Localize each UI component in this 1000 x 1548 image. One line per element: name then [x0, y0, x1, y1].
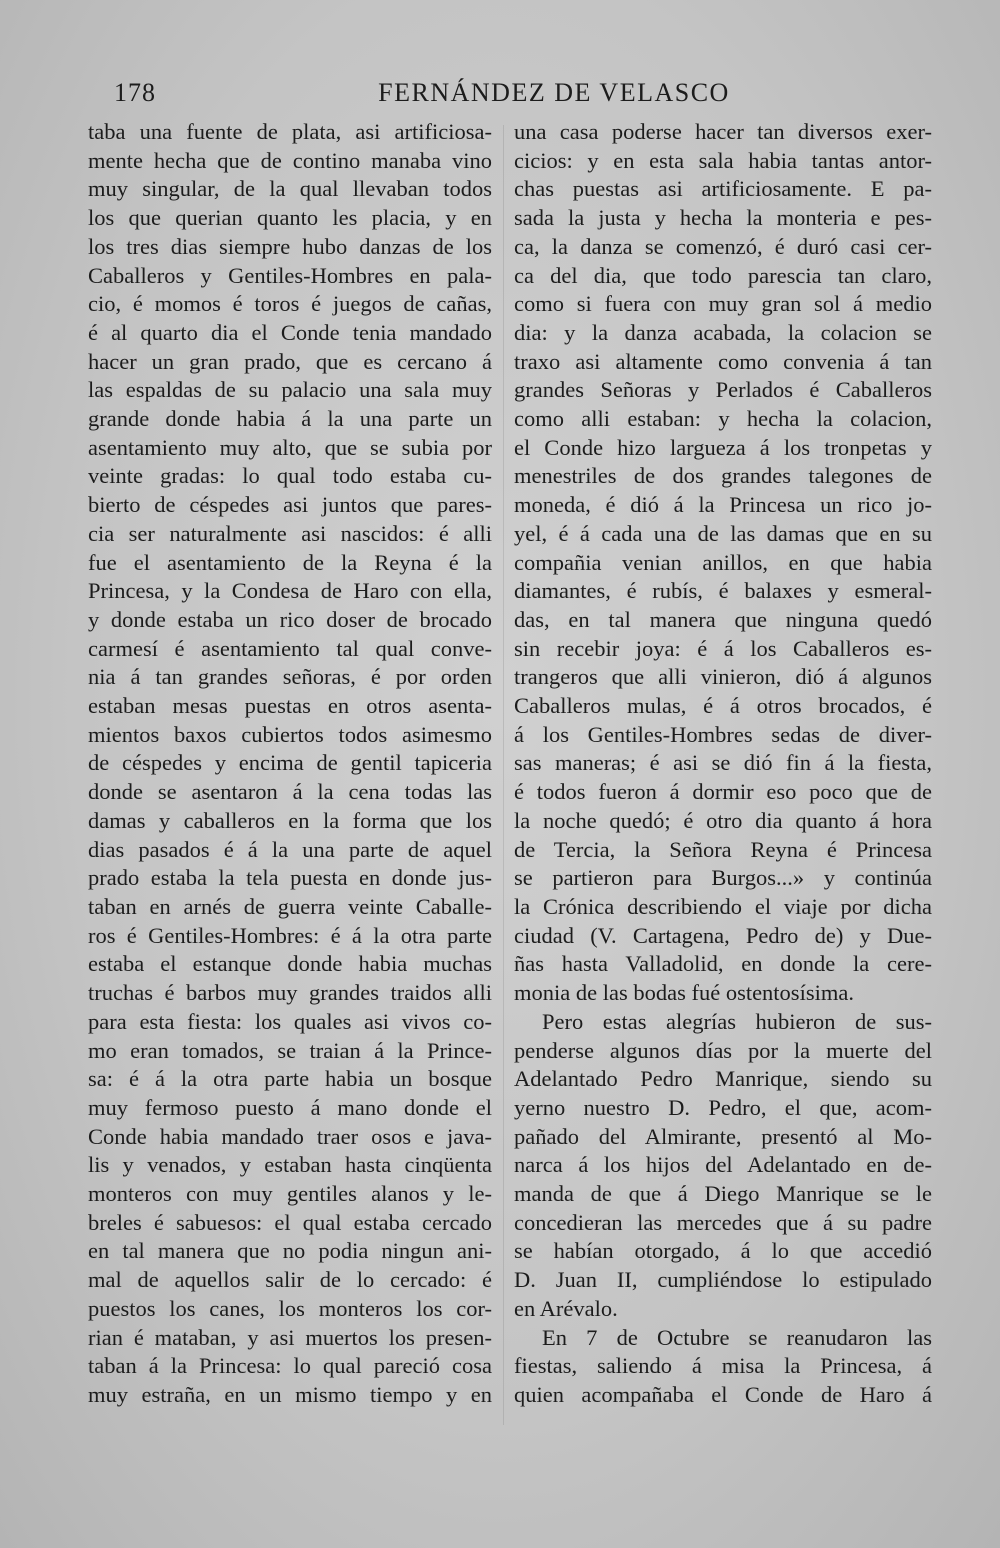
text-line: muy singular, de la qual llevaban todos — [88, 176, 492, 202]
text-line: é todos fueron á dormir eso poco que de — [514, 779, 932, 805]
text-line: ca, la danza se comenzó, é duró casi cer- — [514, 233, 932, 259]
text-line: mientos baxos cubiertos todos asimesmo — [88, 721, 492, 747]
text-line: pañado del Almirante, presentó al Mo- — [514, 1123, 932, 1149]
text-line: narca á los hijos del Adelantado en de- — [514, 1152, 932, 1178]
text-line: mal de aquellos salir de lo cercado: é — [88, 1267, 492, 1293]
text-line: se partieron para Burgos...» y continúa — [514, 865, 932, 891]
text-line: muy estraña, en un mismo tiempo y en — [88, 1381, 492, 1407]
text-line: das, en tal manera que ninguna quedó — [514, 606, 932, 632]
text-line: compañia venian anillos, en que habia — [514, 549, 932, 575]
page-header — [114, 78, 934, 118]
text-line: ros é Gentiles-Hombres: é á la otra parte — [88, 922, 492, 948]
text-line: diamantes, é rubís, é balaxes y esmeral- — [514, 578, 932, 604]
text-line: trangeros que alli vinieron, dió á algunos — [514, 664, 932, 690]
text-line: estaban mesas puestas en otros asenta- — [88, 693, 492, 719]
right-column — [514, 118, 932, 1410]
text-line: rian é mataban, y asi muertos los presen- — [88, 1324, 492, 1350]
text-line: nia á tan grandes señoras, é por orden — [88, 664, 492, 690]
text-line: manda de que á Diego Manrique se le — [514, 1181, 932, 1207]
text-line: Princesa, y la Condesa de Haro con ella, — [88, 578, 492, 604]
text-line: prado estaba la tela puesta en donde jus- — [88, 865, 492, 891]
text-line: taba una fuente de plata, asi artificiosa- — [88, 119, 492, 144]
text-line: cia ser naturalmente asi nascidos: é alli — [88, 520, 492, 546]
text-line: sin recebir joya: é á los Caballeros es- — [514, 635, 932, 661]
text-line: como si fuera con muy gran sol á medio — [514, 291, 932, 317]
text-line: mente hecha que de contino manaba vino — [88, 147, 492, 173]
text-line: y donde estaba un rico doser de brocado — [88, 606, 492, 632]
text-line: fiestas, saliendo á misa la Princesa, á — [514, 1353, 932, 1379]
text-line: dia: y la danza acabada, la colacion se — [514, 319, 932, 345]
text-line: chas puestas asi artificiosamente. E pa- — [514, 176, 932, 202]
left-column — [88, 118, 492, 1410]
text-line: yerno nuestro D. Pedro, el que, acom- — [514, 1094, 932, 1120]
text-line: á los Gentiles-Hombres sedas de diver- — [514, 721, 932, 747]
text-line: yel, é á cada una de las damas que en su — [514, 520, 932, 546]
text-line: las espaldas de su palacio una sala muy — [88, 377, 492, 403]
text-line: monteros con muy gentiles alanos y le- — [88, 1181, 492, 1207]
text-line: carmesí é asentamiento tal qual conve- — [88, 635, 492, 661]
text-line: Adelantado Pedro Manrique, siendo su — [514, 1066, 932, 1092]
text-line: é al quarto dia el Conde tenia mandado — [88, 319, 492, 345]
text-line: hacer un gran prado, que es cercano á — [88, 348, 492, 374]
text-line: puestos los canes, los monteros los cor- — [88, 1295, 492, 1321]
text-line: para esta fiesta: los quales asi vivos co- — [88, 1008, 492, 1034]
text-line: En 7 de Octubre se reanudaron las — [542, 1324, 932, 1350]
text-line: traxo asi altamente como convenia á tan — [514, 348, 932, 374]
text-line: los tres dias siempre hubo danzas de los — [88, 233, 492, 259]
text-line: muy fermoso puesto á mano donde el — [88, 1094, 492, 1120]
text-line: damas y caballeros en la forma que los — [88, 807, 492, 833]
text-line: la noche quedó; é otro dia quanto á hora — [514, 807, 932, 833]
text-line: donde se asentaron á la cena todas las — [88, 779, 492, 805]
text-line: taban á la Princesa: lo qual pareció cosa — [88, 1353, 492, 1379]
text-line: penderse algunos días por la muerte del — [514, 1037, 932, 1063]
text-line: bierto de céspedes asi juntos que pares- — [88, 492, 492, 518]
text-line: sada la justa y hecha la monteria e pes- — [514, 205, 932, 231]
text-line: lis y venados, y estaban hasta cinqüenta — [88, 1152, 492, 1178]
text-line: truchas é barbos muy grandes traidos alli — [88, 980, 492, 1006]
text-line: de Tercia, la Señora Reyna é Princesa — [514, 836, 932, 862]
text-line: asentamiento muy alto, que se subia por — [88, 434, 492, 460]
text-line: Conde habia mandado traer osos e java- — [88, 1123, 492, 1149]
text-line: mo eran tomados, se traian á la Prince- — [88, 1037, 492, 1063]
text-line: sas maneras; é asi se dió fin á la fiesta, — [514, 750, 932, 776]
text-line: quien acompañaba el Conde de Haro á — [514, 1381, 932, 1407]
text-line: breles é sabuesos: el qual estaba cercado — [88, 1209, 492, 1235]
text-line: estaba el estanque donde habia muchas — [88, 951, 492, 977]
text-line: grandes Señoras y Perlados é Caballeros — [514, 377, 932, 403]
text-line: monia de las bodas fué ostentosísima. — [514, 980, 854, 1006]
text-line: taban en arnés de guerra veinte Caballe- — [88, 893, 492, 919]
text-line: el Conde hizo largueza á los tronpetas y — [514, 434, 932, 460]
text-line: menestriles de dos grandes talegones de — [514, 463, 932, 489]
text-line: los que querian quanto les placia, y en — [88, 205, 492, 231]
running-head: FERNÁNDEZ DE VELASCO — [378, 78, 730, 107]
text-line: como alli estaban: y hecha la colacion, — [514, 406, 932, 432]
text-line: veinte gradas: lo qual todo estaba cu- — [88, 463, 492, 489]
text-line: cio, é momos é toros é juegos de cañas, — [88, 291, 492, 317]
column-divider — [503, 125, 504, 1425]
text-line: sa: é á la otra parte habia un bosque — [88, 1066, 492, 1092]
text-line: ciudad (V. Cartagena, Pedro de) y Due- — [514, 922, 932, 948]
text-line: Caballeros mulas, é á otros brocados, é — [514, 693, 932, 719]
text-line: de céspedes y encima de gentil tapiceria — [88, 750, 492, 776]
text-line: Pero estas alegrías hubieron de sus- — [542, 1008, 932, 1034]
text-line: Caballeros y Gentiles-Hombres en pala- — [88, 262, 492, 288]
text-line: cicios: y en esta sala habia tantas antor- — [514, 147, 932, 173]
text-line: concedieran las mercedes que á su padre — [514, 1209, 932, 1235]
text-line: en Arévalo. — [514, 1295, 618, 1321]
text-line: moneda, é dió á la Princesa un rico jo- — [514, 492, 932, 518]
text-line: grande donde habia á la una parte un — [88, 406, 492, 432]
page-number: 178 — [114, 78, 156, 107]
text-line: en tal manera que no podia ningun ani- — [88, 1238, 492, 1264]
text-line: dias pasados é á la una parte de aquel — [88, 836, 492, 862]
text-line: se habían otorgado, á lo que accedió — [514, 1238, 932, 1264]
text-line: ca del dia, que todo parescia tan claro, — [514, 262, 932, 288]
text-line: la Crónica describiendo el viaje por dicha — [514, 893, 932, 919]
text-line: D. Juan II, cumpliéndose lo estipulado — [514, 1267, 932, 1293]
text-line: ñas hasta Valladolid, en donde la cere- — [514, 951, 932, 977]
text-line: una casa poderse hacer tan diversos exer- — [514, 119, 932, 144]
text-line: fue el asentamiento de la Reyna é la — [88, 549, 492, 575]
